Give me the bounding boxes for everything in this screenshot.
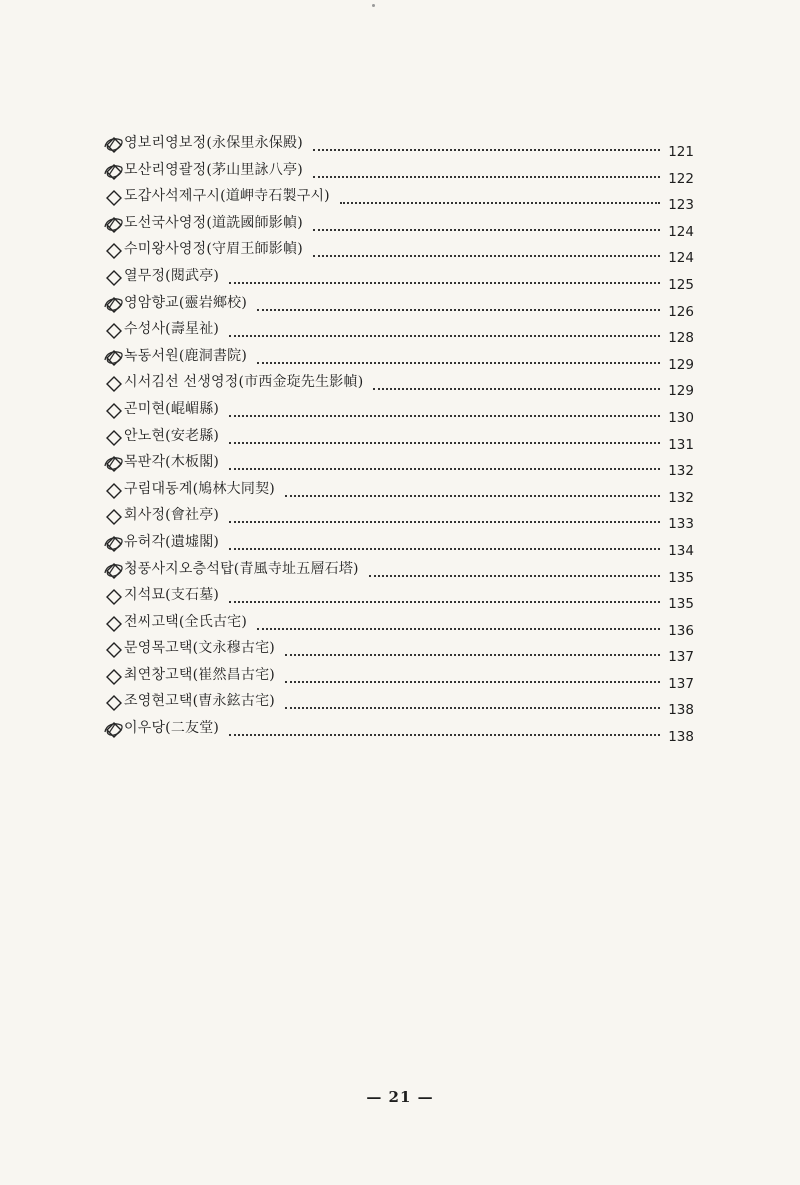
toc-entry [104,426,694,453]
dot-leader [369,575,660,577]
toc-entry-title: 도선국사영정(道詵國師影幀) [124,214,303,231]
toc-entry [104,638,694,665]
toc-entry-page-number: 124 [668,250,694,267]
toc-entry-body [124,505,694,533]
toc-entry-page-number: 132 [668,489,694,506]
toc-entry [104,479,694,506]
toc-entry-body [124,293,694,320]
dot-leader [285,707,660,709]
diamond-outline-icon [104,667,124,687]
toc-entry [104,346,694,373]
toc-entry-title: 최연창고택(崔然昌古宅) [124,666,275,683]
toc-entry-page-number: 133 [668,516,694,533]
toc-entry [104,612,694,639]
toc-entry-title: 도갑사석제구시(道岬寺石製구시) [124,188,330,205]
diamond-outline-icon [104,428,124,448]
toc-entry [104,452,694,479]
toc-entry-title: 이우당(二友堂) [124,720,220,737]
toc-entry-title: 전씨고택(全氏古宅) [124,613,248,630]
toc-entry-body [124,133,694,160]
dot-leader [229,601,660,603]
toc-entry-page-number: 132 [668,463,694,480]
dot-leader [257,362,660,364]
toc-entry [104,718,694,745]
toc-entry-page-number: 129 [668,356,694,373]
scan-speck [372,4,375,7]
toc-entry-page-number: 131 [668,436,694,453]
diamond-outline-icon [104,587,124,607]
toc-entry-body [124,665,694,692]
toc-entry [104,665,694,692]
dot-leader [313,229,660,231]
pencil-check-mark-icon [104,454,124,474]
toc-entry [104,266,694,293]
toc-entry-body [124,452,694,480]
toc-entry [104,691,694,718]
toc-entry [104,133,694,160]
table-of-contents [104,133,694,745]
toc-entry-body [124,585,694,613]
pencil-check-mark-icon [104,348,124,368]
toc-entry-body [124,160,694,187]
toc-entry-page-number: 138 [668,702,694,719]
toc-entry-body [124,346,694,373]
toc-entry-page-number: 126 [668,303,694,320]
toc-entry [104,160,694,187]
toc-entry-body [124,691,694,719]
toc-entry-page-number: 134 [668,542,694,559]
toc-entry-body [124,612,694,639]
dot-leader [313,149,660,151]
toc-entry-page-number: 124 [668,223,694,240]
toc-entry [104,186,694,213]
toc-entry-title: 유허각(遺墟閣) [124,533,220,550]
diamond-outline-icon [104,374,124,394]
toc-entry-title: 수성사(壽星祉) [124,321,220,338]
diamond-outline-icon [104,321,124,341]
toc-entry-title: 안노현(安老縣) [124,427,220,444]
toc-entry-body [124,186,694,214]
pencil-check-mark-icon [104,162,124,182]
toc-entry-page-number: 135 [668,569,694,586]
toc-entry-title: 지석묘(支石墓) [124,587,220,604]
dot-leader [229,282,660,284]
diamond-outline-icon [104,268,124,288]
toc-entry-page-number: 137 [668,649,694,666]
toc-entry [104,399,694,426]
toc-entry-page-number: 121 [668,144,694,160]
dot-leader [285,495,660,497]
toc-entry-title: 영보리영보정(永保里永保殿) [124,135,303,151]
toc-entry-title: 모산리영괄정(茅山里詠八亭) [124,161,303,178]
diamond-outline-icon [104,241,124,261]
toc-entry [104,213,694,240]
dot-leader [229,335,660,337]
toc-entry [104,372,694,399]
toc-entry-page-number: 138 [668,729,694,746]
dot-leader [229,415,660,417]
toc-entry-title: 열무정(閱武亭) [124,267,220,284]
toc-entry-body [124,239,694,267]
dot-leader [229,442,660,444]
toc-entry-body [124,718,694,746]
toc-entry-body [124,213,694,240]
toc-entry-title: 문영목고택(文永穆古宅) [124,640,275,657]
toc-entry-page-number: 122 [668,170,694,187]
toc-entry-body [124,399,694,426]
toc-entry-body [124,372,694,400]
dot-leader [313,176,660,178]
dot-leader [257,628,660,630]
toc-entry-page-number: 135 [668,596,694,613]
toc-entry [104,293,694,320]
toc-entry-body [124,638,694,666]
pencil-check-mark-icon [104,534,124,554]
pencil-check-mark-icon [104,215,124,235]
toc-entry [104,239,694,266]
toc-entry-title: 시서김선 선생영정(市西金琁先生影幀) [124,374,364,391]
page-footer-number: — 21 — [366,1088,434,1106]
pencil-check-mark-icon [104,720,124,740]
toc-entry-title: 조영현고택(曺永鉉古宅) [124,693,275,710]
toc-entry-title: 청풍사지오층석탑(青風寺址五層石塔) [124,560,359,577]
toc-entry-title: 구림대동계(鳩林大同契) [124,480,275,497]
diamond-outline-icon [104,188,124,208]
dot-leader [257,309,660,311]
toc-entry-title: 영암향교(靈岩鄉校) [124,294,248,311]
toc-entry-page-number: 130 [668,409,694,426]
diamond-outline-icon [104,640,124,660]
toc-entry-title: 녹동서원(鹿洞書院) [124,347,248,364]
toc-entry [104,585,694,612]
toc-entry-page-number: 123 [668,197,694,214]
dot-leader [340,202,660,204]
toc-entry [104,559,694,586]
dot-leader [229,734,660,736]
toc-entry [104,505,694,532]
toc-entry-page-number: 128 [668,330,694,347]
dot-leader [229,468,660,470]
toc-entry-title: 수미왕사영정(守眉王師影幀) [124,241,303,258]
toc-entry-body [124,532,694,559]
toc-entry-page-number: 136 [668,622,694,639]
diamond-outline-icon [104,693,124,713]
toc-entry-page-number: 137 [668,675,694,692]
pencil-check-mark-icon [104,561,124,581]
dot-leader [285,681,660,683]
toc-entry-title: 회사정(會社亭) [124,507,220,524]
diamond-outline-icon [104,481,124,501]
dot-leader [373,388,660,390]
diamond-outline-icon [104,507,124,527]
dot-leader [229,521,660,523]
pencil-check-mark-icon [104,295,124,315]
toc-entry-body [124,426,694,453]
toc-entry-body [124,479,694,506]
dot-leader [285,654,660,656]
diamond-outline-icon [104,614,124,634]
toc-entry-title: 곤미현(崐嵋縣) [124,400,220,417]
toc-entry-title: 목판각(木板閣) [124,454,220,471]
toc-entry-body [124,319,694,347]
toc-entry-page-number: 125 [668,276,694,293]
toc-entry [104,532,694,559]
diamond-outline-icon [104,401,124,421]
dot-leader [229,548,660,550]
dot-leader [313,255,660,257]
toc-entry-body [124,266,694,293]
toc-entry-body [124,559,694,586]
toc-entry [104,319,694,346]
pencil-check-mark-icon [104,135,124,155]
toc-entry-page-number: 129 [668,383,694,400]
